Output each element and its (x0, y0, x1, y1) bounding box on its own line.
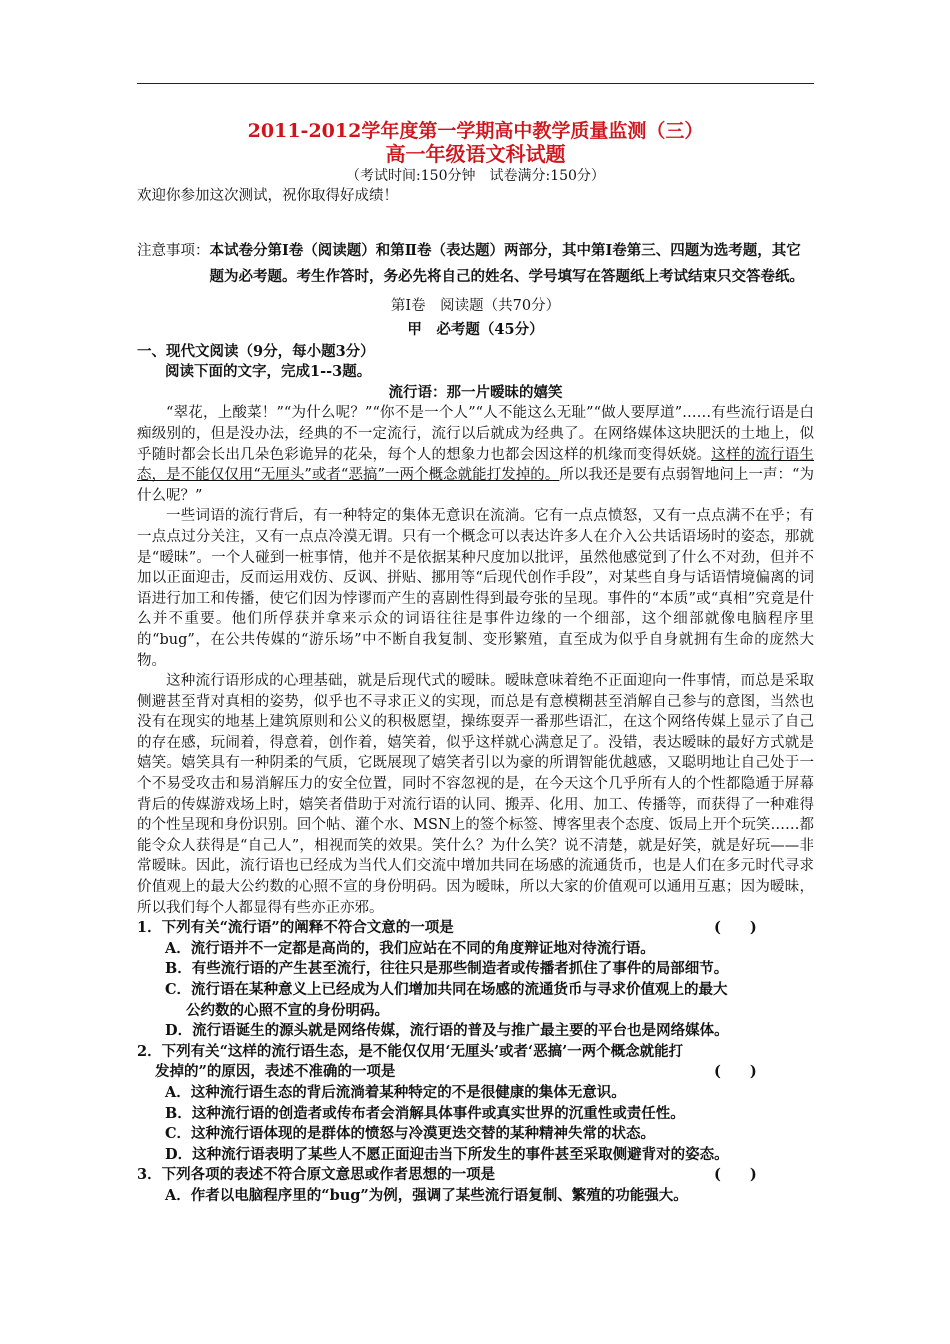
exam-info: （考试时间:150分钟 试卷满分:150分） (346, 168, 605, 184)
option-a: A．作者以电脑程序里的“bug”为例，强调了某些流行语复制、繁殖的功能强大。 (165, 1186, 688, 1204)
underlined-sentence: 这样的流行语生态，是不能仅仅用“无厘头”或者“恶搞”一两个概念就能打发掉的。 (137, 446, 815, 484)
paragraph-1-tail: 所以我还是要有点弱智地问上一声：“为什么呢？” (137, 467, 814, 504)
notice-block (137, 241, 814, 290)
option-d: D．流行语诞生的源头就是网络传媒，流行语的普及与推广最主要的平台也是网络媒体。 (165, 1022, 729, 1040)
option-d: D．这种流行语表明了某些人不愿正面迎击当下所发生的事件甚至采取侧避背对的姿态。 (165, 1145, 729, 1163)
question-1-stem: 1．下列有关“流行语”的阐释不符合文意的一项是 (137, 919, 454, 937)
question-3 (137, 1165, 814, 1186)
question-group-title: 一、现代文阅读（9分，每小题3分） (137, 342, 375, 360)
article-paragraph-1 (137, 403, 814, 506)
question-2 (137, 1062, 814, 1083)
option-a: A．流行语并不一定都是高尚的，我们应站在不同的角度辩证地对待流行语。 (165, 939, 655, 957)
answer-blank: ( ) (714, 1063, 757, 1081)
welcome-text: 欢迎你参加这次测试，祝你取得好成绩！ (137, 188, 398, 204)
notice-text: 本试卷分第Ⅰ卷（阅读题）和第Ⅱ卷（表达题）两部分，其中第Ⅰ卷第三、四题为选考题，其它题为必考题。考生作答时，务必先将自己的姓名、学号填写在答题纸上考试结束只交答卷纸。 (209, 241, 804, 285)
question-1 (137, 918, 814, 939)
option-b: B．有些流行语的产生甚至流行，往往只是那些制造者或传播者抓住了事件的局部细节。 (165, 960, 729, 978)
option-a: A．这种流行语生态的背后流淌着某种特定的不是很健康的集体无意识。 (165, 1083, 626, 1101)
option-b: B．这种流行语的创造者或传布者会消解具体事件或真实世界的沉重性或责任性。 (165, 1104, 685, 1122)
exam-title: 2011-2012学年度第一学期高中教学质量监测（三） (247, 120, 704, 142)
paragraph-1-text: “翠花，上酸菜！”“为什么呢？”“你不是一个人”“人不能这么无耻”“做人要厚道”……有些流行语是白痴级别的，但是没办法，经典的不一定流行，流行以后就成为经典了。在网络媒体这块肥沃的土地上，似乎随时都会长出几朵色彩诡异的花朵，每个人的想象力也都会因这样的机缘而变得妖娆。 (137, 405, 814, 463)
article-title: 流行语：那一片暧昧的嬉笑 (388, 383, 563, 401)
volume-title: 第Ⅰ卷 阅读题（共70分） (390, 297, 561, 314)
question-2-stem-line2: 发掉的”的原因，表述不准确的一项是 (155, 1063, 396, 1081)
part-title: 甲 必考题（45分） (407, 320, 544, 338)
answer-blank: ( ) (714, 1166, 757, 1184)
article-paragraph-3: 这种流行语形成的心理基础，就是后现代式的暧昧。暧昧意味着绝不正面迎向一件事情，而总是采取侧避甚至背对真相的姿势，似乎也不寻求正义的实现，而总是有意模糊甚至消解自己参与的意图，当然也没有在现实的地基上建筑原则和公义的积极愿望，操练耍弄一番那些语汇，在这个网络传媒上显示了自己的存在感，玩闹着，得意着，创作着，嬉笑着，似乎这样就心满意足了。没错，表达暧昧的最好方式就是嬉笑。嬉笑具有一种阴柔的气质，它既展现了嬉笑者引以为豪的所谓智能优越感，又聪明地让自己处于一个不易受攻击和易消解压力的安全位置，同时不容忽视的是，在今天这个几乎所有人的个性都隐遁于屏幕背后的传媒游戏场上时，嬉笑者借助于对流行语的认同、搬弄、化用、加工、传播等，而获得了一种难得的个性呈现和身份识别。回个帖、灌个水、MSN上的签个标签、博客里表个态度、饭局上开个玩笑……都能令众人获得是“自己人”，相视而笑的效果。笑什么？为什么笑？说不清楚，就是好笑，就是好玩——非常暧昧。因此，流行语也已经成为当代人们交流中增加共同在场感的流通货币，也是人们在多元时代寻求价值观上的最大公约数的心照不宣的身份明码。因为暧昧，所以大家的价值观可以通用互惠；因为暧昧，所以我们每个人都显得有些亦正亦邪。 (137, 673, 814, 916)
exam-subject-title: 高一年级语文科试题 (385, 142, 566, 166)
article-paragraph-2: 一些词语的流行背后，有一种特定的集体无意识在流淌。它有一点点愤怒，又有一点点满不在乎；有一点点过分关注，又有一点点冷漠无谓。只有一个概念可以表达许多人在介入公共话语场时的姿态，那就是“暧昧”。一个人碰到一桩事情，他并不是依据某种尺度加以批评，虽然他感觉到了什么不对劲，但并不加以正面迎击，反而运用戏仿、反讽、拼贴、挪用等“后现代创作手段”，对某些自身与话语情境偏离的词语进行加工和传播，使它们因为悖谬而产生的喜剧性得到最夸张的呈现。事件的“本质”或“真相”究竟是什么并不重要。他们所俘获并拿来示众的词语往往是事件边缘的一个细部，这个细部就像电脑程序里的“bug”，在公共传媒的“游乐场”中不断自我复制、变形繁殖，直至成为似乎自身就拥有生命的庞然大物。 (137, 508, 814, 669)
header-rule (137, 83, 814, 84)
option-c: C．流行语在某种意义上已经成为人们增加共同在场感的流通货币与寻求价值观上的最大 (165, 981, 728, 998)
answer-blank: ( ) (714, 919, 757, 937)
notice-label: 注意事项： (137, 242, 210, 259)
option-c: C．这种流行语体现的是群体的愤怒与冷漠更迭交替的某种精神失常的状态。 (165, 1125, 656, 1143)
exam-page (137, 120, 814, 1207)
question-2-stem-line1: 2．下列有关“这样的流行语生态，是不能仅仅用‘无厘头’或者‘恶搞’一两个概念就能打 (137, 1042, 684, 1060)
reading-instruction: 阅读下面的文字，完成1--3题。 (165, 363, 372, 381)
question-3-stem: 3．下列各项的表述不符合原文意思或作者思想的一项是 (137, 1166, 496, 1184)
option-c-continued: 公约数的心照不宣的身份明码。 (186, 1001, 389, 1019)
